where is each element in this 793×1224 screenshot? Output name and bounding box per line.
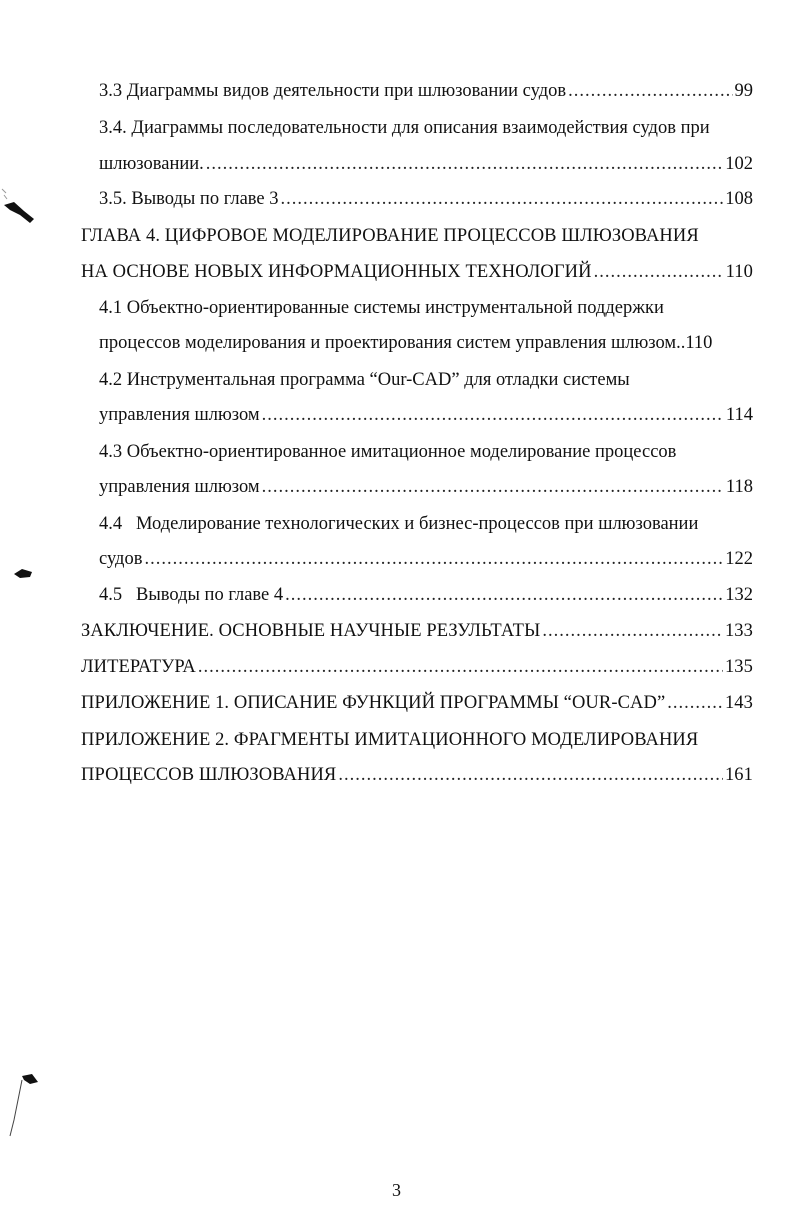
toc-chapter-entry[interactable] [81,766,753,785]
toc-entry-title-line1: 4.3 Объектно-ориентированное имитационное моделирование процессов [99,442,677,462]
toc-entry[interactable] [99,550,753,569]
toc-page-number: 102 [725,154,753,174]
toc-entry-title-line1: 4.4 Моделирование технологических и бизнес-процессов при шлюзовании [99,514,699,534]
toc-leader [206,155,723,174]
toc-entry-title: шлюзовании. [99,154,204,174]
toc-entry-title: управления шлюзом [99,405,260,425]
toc-entry-title-line1: 4.1 Объектно-ориентированные системы инструментальной поддержки [99,298,664,318]
toc-page-number: 133 [724,621,753,641]
toc-entry[interactable] [99,478,753,497]
toc-page-number: 99 [734,81,753,101]
toc-entry-title: ЗАКЛЮЧЕНИЕ. ОСНОВНЫЕ НАУЧНЫЕ РЕЗУЛЬТАТЫ [81,621,541,641]
toc-entry[interactable] [99,190,753,209]
toc-page-number: 114 [725,405,753,425]
toc-entry-title-line1: 3.4. Диаграммы последовательности для описания взаимодействия судов при [99,118,710,138]
toc-entry-title-line1: 4.2 Инструментальная программа “Our-CAD” для отладки системы [99,370,630,390]
toc-leader [281,190,724,209]
toc-page-number: 122 [725,549,753,569]
toc-leader [338,766,723,785]
toc-page-number: 132 [725,585,753,605]
toc-entry-title: НА ОСНОВЕ НОВЫХ ИНФОРМАЦИОННЫХ ТЕХНОЛОГИЙ [81,262,592,282]
toc-page-number: 161 [724,765,753,785]
scan-speck-mark [12,566,36,582]
toc-page-number: 143 [724,693,753,713]
toc-entry-title: 4.5 Выводы по главе 4 [99,585,284,605]
toc-page-number: 110 [685,333,713,353]
toc-leader [542,622,723,641]
toc-entry-title: управления шлюзом [99,477,260,497]
toc-page-number: 118 [725,477,753,497]
toc-entry[interactable] [99,155,753,174]
toc-leader [144,550,723,569]
toc-entry-title: 3.3 Диаграммы видов деятельности при шлюзовании судов [99,81,567,101]
toc-entry[interactable] [99,334,753,353]
toc-entry-title: 3.5. Выводы по главе 3 [99,189,279,209]
toc-chapter-entry[interactable] [81,658,753,677]
toc-leader [198,658,723,677]
toc-chapter-entry[interactable] [81,622,753,641]
toc-leader [667,694,723,713]
toc-leader [568,82,732,101]
toc-entry-title: процессов моделирования и проектирования систем управления шлюзом.. [99,333,686,353]
scan-speck-mark [2,1070,42,1140]
toc-entry-title: ПРОЦЕССОВ ШЛЮЗОВАНИЯ [81,765,337,785]
toc-entry-title: ПРИЛОЖЕНИЕ 1. ОПИСАНИЕ ФУНКЦИЙ ПРОГРАММЫ “OUR-CAD” [81,693,666,713]
toc-chapter-entry[interactable] [81,263,753,282]
toc-page-number: 135 [724,657,753,677]
toc-chapter-entry[interactable] [81,694,753,713]
toc-entry[interactable] [99,406,753,425]
toc-leader [285,586,723,605]
toc-chapter-title-line1: ПРИЛОЖЕНИЕ 2. ФРАГМЕНТЫ ИМИТАЦИОННОГО МОДЕЛИРОВАНИЯ [81,730,699,750]
toc-chapter-title-line1: ГЛАВА 4. ЦИФРОВОЕ МОДЕЛИРОВАНИЕ ПРОЦЕССОВ ШЛЮЗОВАНИЯ [81,226,699,246]
toc-page-number: 108 [725,189,753,209]
scan-speck-mark [0,185,40,235]
toc-leader [262,406,724,425]
toc-page-number: 110 [725,262,753,282]
toc-entry-title: ЛИТЕРАТУРА [81,657,196,677]
toc-entry[interactable] [99,586,753,605]
page-number: 3 [392,1180,401,1200]
toc-entry[interactable] [99,82,753,101]
toc-leader [262,478,724,497]
toc-entry-title: судов [99,549,143,569]
toc-leader [594,263,724,282]
